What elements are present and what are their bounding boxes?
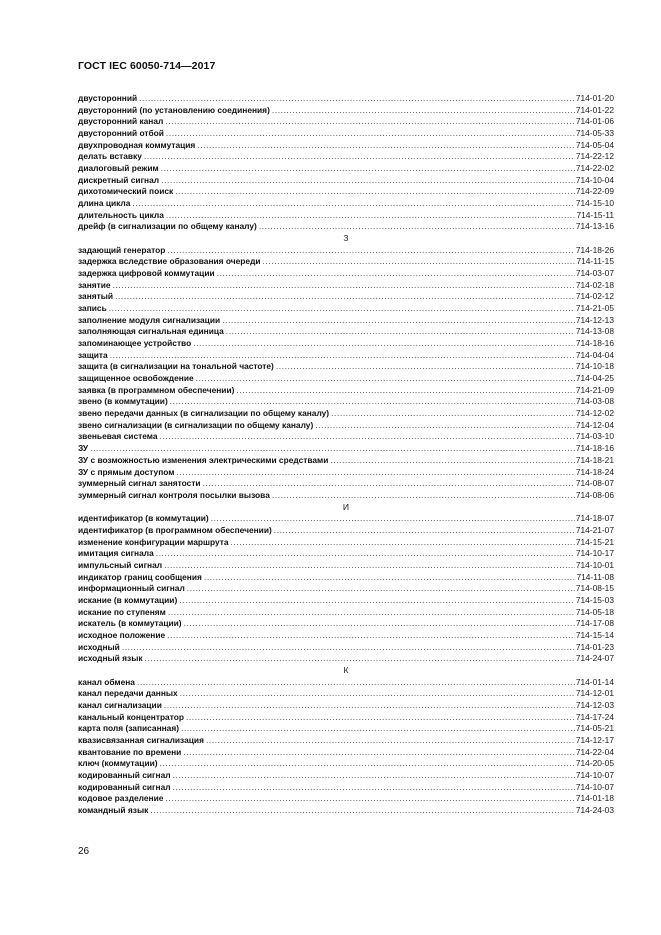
entry-code: 714-03-07 (575, 268, 614, 279)
dot-leader (276, 361, 575, 373)
index-entry (78, 420, 614, 432)
entry-code: 714-22-09 (575, 186, 614, 197)
entry-code: 714-10-18 (575, 361, 614, 372)
entry-term: информационный сигнал (78, 583, 185, 594)
entry-term: квантование по времени (78, 746, 182, 757)
index-entry (78, 478, 614, 490)
dot-leader (161, 163, 575, 175)
entry-code: 714-05-33 (575, 128, 614, 139)
index-entry (78, 653, 614, 665)
entry-code: 714-24-07 (575, 653, 614, 664)
entry-code: 714-08-15 (575, 583, 614, 594)
entry-code: 714-12-04 (575, 419, 614, 430)
dot-leader (196, 373, 575, 385)
entry-term: двусторонний отбой (78, 128, 164, 139)
index-entry (78, 198, 614, 210)
index-entry (78, 210, 614, 222)
entry-code: 714-08-07 (575, 478, 614, 489)
dot-leader (180, 688, 575, 700)
index-entry (78, 105, 614, 117)
index-entry (78, 373, 614, 385)
entry-term: звено сигнализации (в сигнализации по общему каналу) (78, 419, 314, 430)
dot-leader (145, 653, 575, 665)
dot-leader (113, 280, 575, 292)
entry-term: звено передачи данных (в сигнализации по общему каналу) (78, 408, 330, 419)
section-letter: З (343, 233, 349, 244)
entry-code: 714-05-18 (575, 606, 614, 617)
dot-leader (217, 268, 575, 280)
entry-term: диалоговый режим (78, 163, 159, 174)
entry-term: имитация сигнала (78, 548, 154, 559)
entry-term: ЗУ с возможностью изменения электрическими средствами (78, 454, 329, 465)
dot-leader (175, 186, 575, 198)
dot-leader (170, 396, 575, 408)
entry-code: 714-21-09 (575, 384, 614, 395)
entry-code: 714-01-18 (575, 793, 614, 804)
entry-term: защита (78, 349, 108, 360)
entry-term: канал передачи данных (78, 688, 178, 699)
dot-leader (211, 513, 575, 525)
dot-leader (315, 420, 575, 432)
section-letter: К (343, 664, 349, 675)
index-entry (78, 256, 614, 268)
entry-code: 714-15-11 (576, 209, 614, 220)
dot-leader (231, 537, 575, 549)
index-entry (78, 385, 614, 397)
entry-code: 714-18-24 (575, 466, 614, 477)
dot-leader (193, 338, 575, 350)
index-entry (78, 221, 614, 233)
index-entry (78, 793, 614, 805)
entry-term: кодированный сигнал (78, 781, 171, 792)
index-entry (78, 548, 614, 560)
index-entry (78, 350, 614, 362)
index-entry (78, 338, 614, 350)
entry-term: длина цикла (78, 198, 131, 209)
entry-term: зуммерный сигнал занятости (78, 478, 201, 489)
entry-term: дрейф (в сигнализации по общему каналу) (78, 221, 257, 232)
dot-leader (179, 595, 575, 607)
entry-term: исходный (78, 641, 120, 652)
index-entry (78, 700, 614, 712)
entry-term: задержка цифровой коммутации (78, 268, 215, 279)
index-entry (78, 490, 614, 502)
dot-leader (132, 198, 574, 210)
entry-code: 714-18-21 (575, 454, 614, 465)
entry-code: 714-17-08 (575, 618, 614, 629)
term-index (78, 93, 614, 817)
entry-term: заполнение модуля сигнализации (78, 314, 221, 325)
index-entry (78, 758, 614, 770)
dot-leader (186, 712, 575, 724)
dot-leader (206, 735, 575, 747)
entry-term: канал сигнализации (78, 699, 162, 710)
index-entry (78, 455, 614, 467)
index-entry (78, 361, 614, 373)
dot-leader (274, 525, 575, 537)
entry-code: 714-18-16 (575, 338, 614, 349)
entry-code: 714-12-17 (575, 734, 614, 745)
entry-code: 714-18-07 (575, 513, 614, 524)
index-entry (78, 747, 614, 759)
dot-leader (165, 793, 574, 805)
entry-code: 714-03-10 (575, 431, 614, 442)
entry-term: идентификатор (в программном обеспечении) (78, 524, 272, 535)
index-entry (78, 443, 614, 455)
dot-leader (164, 700, 575, 712)
dot-leader (263, 256, 576, 268)
entry-term: двусторонний (78, 93, 138, 103)
entry-code: 714-10-07 (575, 769, 614, 780)
entry-term: искание (в коммутации) (78, 594, 178, 605)
entry-term: импульсный сигнал (78, 559, 163, 570)
dot-leader (150, 805, 575, 817)
dot-leader (122, 642, 575, 654)
entry-term: задержка вследствие образования очереди (78, 256, 261, 267)
dot-leader (165, 116, 574, 128)
entry-code: 714-10-04 (575, 174, 614, 185)
dot-leader (197, 140, 574, 152)
entry-term: занятый (78, 291, 114, 302)
entry-code: 714-24-03 (575, 804, 614, 815)
dot-leader (109, 303, 575, 315)
entry-term: канал обмена (78, 676, 135, 687)
entry-code: 714-13-08 (575, 326, 614, 337)
entry-term: задающий генератор (78, 244, 166, 255)
entry-term: запись (78, 303, 107, 314)
entry-code: 714-13-16 (575, 221, 614, 232)
entry-term: командный язык (78, 804, 149, 815)
entry-term: дихотомический поиск (78, 186, 174, 197)
entry-code: 714-05-21 (575, 723, 614, 734)
entry-term: защищенное освобождение (78, 373, 194, 384)
entry-code: 714-12-02 (575, 408, 614, 419)
entry-code: 714-01-23 (575, 641, 614, 652)
index-entry (78, 396, 614, 408)
index-entry (78, 525, 614, 537)
entry-term: звено (в коммутации) (78, 396, 168, 407)
index-entry (78, 93, 614, 105)
index-entry (78, 408, 614, 420)
entry-code: 714-12-13 (575, 314, 614, 325)
entry-code: 714-02-18 (575, 279, 614, 290)
index-entry (78, 630, 614, 642)
index-entry (78, 280, 614, 292)
entry-term: карта поля (записанная) (78, 723, 180, 734)
dot-leader (144, 151, 575, 163)
index-entry (78, 688, 614, 700)
dot-leader (204, 572, 576, 584)
entry-code: 714-18-26 (575, 244, 614, 255)
entry-term: заявка (в программном обеспечении) (78, 384, 235, 395)
dot-leader (176, 467, 574, 479)
section-letter: И (342, 501, 350, 512)
index-entry (78, 151, 614, 163)
index-entry (78, 245, 614, 257)
index-entry (78, 677, 614, 689)
dot-leader (168, 607, 575, 619)
entry-code: 714-15-10 (575, 198, 614, 209)
entry-term: изменение конфигурации маршрута (78, 536, 229, 547)
dot-leader (173, 782, 575, 794)
index-entry (78, 642, 614, 654)
index-entry (78, 560, 614, 572)
entry-term: ЗУ с прямым доступом (78, 466, 175, 477)
entry-term: исходный язык (78, 653, 143, 664)
entry-term: двусторонний канал (78, 116, 164, 127)
entry-code: 714-11-15 (576, 256, 614, 267)
entry-term: защита (в сигнализации на тональной частоте) (78, 361, 274, 372)
dot-leader (226, 326, 575, 338)
entry-code: 714-01-22 (575, 104, 614, 115)
index-entry (78, 291, 614, 303)
entry-term: кодированный сигнал (78, 769, 171, 780)
dot-leader (173, 770, 575, 782)
dot-leader (184, 618, 575, 630)
entry-term: делать вставку (78, 151, 142, 162)
index-entry (78, 770, 614, 782)
entry-code: 714-15-14 (575, 629, 614, 640)
entry-code: 714-04-25 (575, 373, 614, 384)
index-entry (78, 467, 614, 479)
index-entry (78, 805, 614, 817)
entry-code: 714-15-03 (575, 594, 614, 605)
entry-term: заполняющая сигнальная единица (78, 326, 224, 337)
index-entry (78, 572, 614, 584)
entry-code: 714-22-12 (575, 151, 614, 162)
entry-code: 714-17-24 (575, 711, 614, 722)
index-entry (78, 303, 614, 315)
entry-term: ЗУ (78, 443, 89, 454)
entry-term: ключ (коммутации) (78, 758, 158, 769)
entry-code: 714-05-04 (575, 139, 614, 150)
dot-leader (139, 93, 575, 105)
dot-leader (331, 408, 575, 420)
index-entry (78, 186, 614, 198)
entry-code: 714-12-01 (575, 688, 614, 699)
index-entry (78, 140, 614, 152)
dot-leader (259, 221, 575, 233)
entry-term: двусторонний (по установлению соединения) (78, 104, 270, 115)
entry-code: 714-10-01 (575, 559, 614, 570)
dot-leader (181, 723, 575, 735)
entry-code: 714-22-02 (575, 163, 614, 174)
entry-term: индикатор границ сообщения (78, 571, 202, 582)
index-entry (78, 618, 614, 630)
index-entry (78, 116, 614, 128)
entry-term: квазисвязанная сигнализация (78, 734, 204, 745)
index-entry (78, 537, 614, 549)
index-entry (78, 431, 614, 443)
entry-code: 714-03-08 (575, 396, 614, 407)
entry-code: 714-18-16 (575, 443, 614, 454)
index-entry (78, 595, 614, 607)
dot-leader (137, 677, 575, 689)
dot-leader (166, 210, 576, 222)
entry-term: искатель (в коммутации) (78, 618, 182, 629)
index-entry (78, 175, 614, 187)
entry-code: 714-11-08 (576, 571, 614, 582)
dot-leader (90, 443, 575, 455)
entry-term: звеньевая система (78, 431, 158, 442)
index-entry (78, 723, 614, 735)
dot-leader (330, 455, 574, 467)
index-entry (78, 607, 614, 619)
entry-code: 714-10-17 (575, 548, 614, 559)
entry-term: двухпроводная коммутация (78, 139, 196, 150)
entry-term: занятие (78, 279, 111, 290)
dot-leader (222, 315, 575, 327)
dot-leader (167, 245, 574, 257)
index-entry (78, 128, 614, 140)
entry-code: 714-01-20 (575, 93, 614, 103)
entry-code: 714-01-14 (575, 676, 614, 687)
entry-code: 714-21-05 (575, 303, 614, 314)
dot-leader (183, 747, 574, 759)
entry-code: 714-20-05 (575, 758, 614, 769)
index-entry (78, 712, 614, 724)
dot-leader (110, 350, 575, 362)
entry-term: идентификатор (в коммутации) (78, 513, 209, 524)
dot-leader (160, 431, 575, 443)
index-entry (78, 315, 614, 327)
index-entry (78, 326, 614, 338)
page-number: 26 (78, 846, 90, 857)
index-entry (78, 513, 614, 525)
entry-code: 714-10-07 (575, 781, 614, 792)
dot-leader (156, 548, 575, 560)
index-entry (78, 735, 614, 747)
dot-leader (203, 478, 575, 490)
entry-term: канальный концентратор (78, 711, 184, 722)
index-entry (78, 583, 614, 595)
dot-leader (167, 630, 575, 642)
entry-code: 714-08-06 (575, 489, 614, 500)
entry-code: 714-12-03 (575, 699, 614, 710)
page-header: ГОСТ IEC 60050-714—2017 (78, 60, 216, 72)
entry-term: дискретный сигнал (78, 174, 160, 185)
dot-leader (115, 291, 575, 303)
index-entry (78, 782, 614, 794)
entry-code: 714-21-07 (575, 524, 614, 535)
entry-code: 714-22-04 (575, 746, 614, 757)
dot-leader (161, 175, 575, 187)
index-entry (78, 163, 614, 175)
entry-term: зуммерный сигнал контроля посылки вызова (78, 489, 270, 500)
dot-leader (272, 105, 575, 117)
index-entry (78, 268, 614, 280)
entry-code: 714-01-06 (575, 116, 614, 127)
entry-code: 714-02-12 (575, 291, 614, 302)
dot-leader (160, 758, 575, 770)
dot-leader (164, 560, 575, 572)
dot-leader (187, 583, 575, 595)
entry-code: 714-04-04 (575, 349, 614, 360)
dot-leader (166, 128, 575, 140)
entry-code: 714-15-21 (575, 536, 614, 547)
entry-term: запоминающее устройство (78, 338, 192, 349)
entry-term: кодовое разделение (78, 793, 164, 804)
dot-leader (236, 385, 574, 397)
entry-term: искание по ступеням (78, 606, 166, 617)
entry-term: длительность цикла (78, 209, 164, 220)
entry-term: исходное положение (78, 629, 166, 640)
dot-leader (272, 490, 575, 502)
